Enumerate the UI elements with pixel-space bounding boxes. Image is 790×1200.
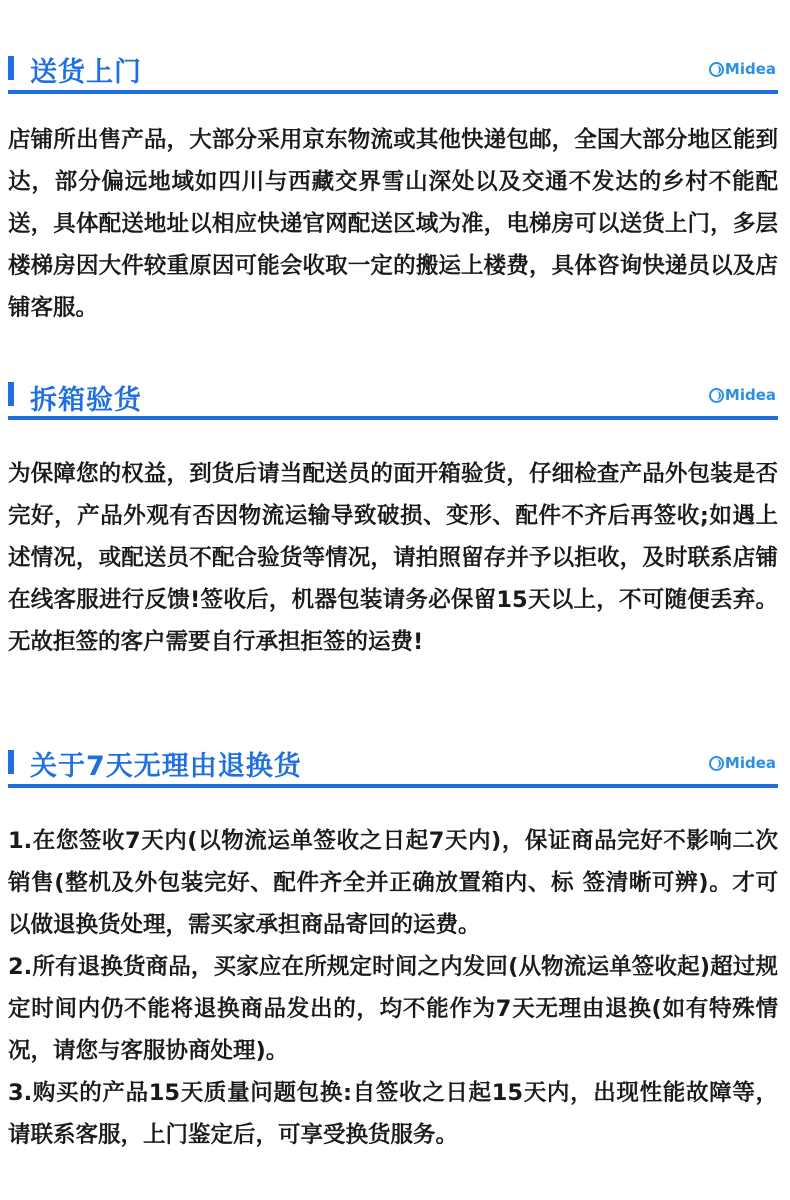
paragraph: 3.购买的产品15天质量问题包换:自签收之日起15天内，出现性能故障等，请联系客服，上门鉴定后，可享受换货服务。 [8, 1080, 778, 1148]
midea-logo [709, 754, 776, 772]
midea-logo-icon [709, 756, 724, 771]
section-title: 拆箱验货 [30, 385, 142, 416]
header-accent-bar [8, 56, 14, 80]
section-header [8, 46, 778, 94]
paragraph: 为保障您的权益，到货后请当配送员的面开箱验货，仔细检查产品外包装是否完好，产品外观有否因物流运输导致破损、变形、配件不齐后再签收;如遇上述情况，或配送员不配合验货等情况，请拍照留存并予以拒收，及时联系店铺在线客服进行反馈!签收后，机器包装请务必保留15天以上，不可随便丢弃。无故拒签的客户需要自行承担拒签的运费! [8, 461, 778, 655]
section-delivery [0, 46, 790, 329]
section-header [8, 372, 778, 420]
midea-logo-text: Midea [724, 386, 776, 404]
midea-logo-icon [709, 388, 724, 403]
section-body [0, 453, 790, 663]
section-body [0, 820, 790, 1156]
section-title: 关于7天无理由退换货 [30, 751, 302, 782]
section-body [0, 119, 790, 329]
midea-logo-text: Midea [724, 754, 776, 772]
section-return-policy [0, 740, 790, 1156]
header-accent-bar [8, 750, 14, 774]
midea-logo-icon [709, 62, 724, 77]
midea-logo-text: Midea [724, 60, 776, 78]
paragraph: 店铺所出售产品，大部分采用京东物流或其他快递包邮，全国大部分地区能到达，部分偏远地域如四川与西藏交界雪山深处以及交通不发达的乡村不能配送，具体配送地址以相应快递官网配送区域为准，电梯房可以送货上门，多层楼梯房因大件较重原因可能会收取一定的搬运上楼费，具体咨询快递员以及店铺客服。 [8, 127, 778, 321]
section-title: 送货上门 [30, 57, 142, 88]
midea-logo [709, 60, 776, 78]
midea-logo [709, 386, 776, 404]
header-accent-bar [8, 382, 14, 406]
section-header [8, 740, 778, 788]
section-unboxing [0, 372, 790, 663]
paragraph: 1.在您签收7天内(以物流运单签收之日起7天内)，保证商品完好不影响二次销售(整机及外包装完好、配件齐全并正确放置箱内、标 签清晰可辨)。才可以做退换货处理，需买家承担商品寄回的运费。 [8, 828, 778, 938]
paragraph: 2.所有退换货商品，买家应在所规定时间之内发回(从物流运单签收起)超过规定时间内仍不能将退换商品发出的，均不能作为7天无理由退换(如有特殊情况，请您与客服协商处理)。 [8, 954, 778, 1064]
